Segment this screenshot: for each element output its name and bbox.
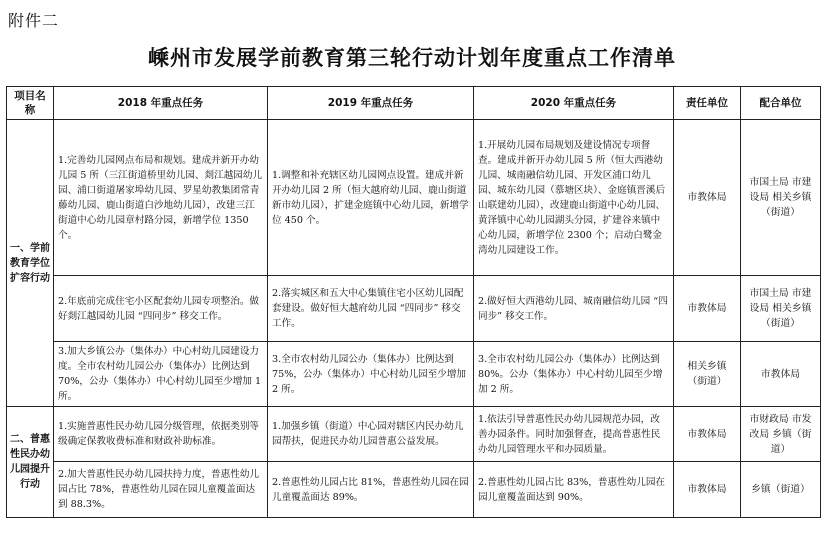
- table-row: [7, 462, 821, 518]
- partner-unit-cell: 乡镇（街道）: [741, 462, 821, 518]
- task-2018-cell: 1.完善幼儿园网点布局和规划。建成并新开办幼儿园 5 所（三江街道桥里幼儿园、剡江越园幼儿园、浦口街道屠家埠幼儿园、罗星幼教集团常青藤幼儿园、鹿山街道白沙地幼儿园），改建三江街道中心幼儿园章村路分园，新增学位 1350 个。: [54, 120, 268, 276]
- task-2020-cell: 2.普惠性幼儿园占比 83%，普惠性幼儿园在园儿童覆盖面达到 90%。: [474, 462, 674, 518]
- task-2020-cell: 3.全市农村幼儿园公办（集体办）比例达到 80%。公办（集体办）中心村幼儿园至少增加 2 所。: [474, 342, 674, 407]
- project-name-cell: 一、学前教育学位扩容行动: [7, 120, 54, 407]
- work-list-table: [6, 86, 821, 518]
- table-row: [7, 120, 821, 276]
- lead-unit-cell: 市教体局: [674, 407, 741, 462]
- header-project: 项目名称: [7, 87, 54, 120]
- lead-unit-cell: 市教体局: [674, 120, 741, 276]
- lead-unit-cell: 市教体局: [674, 276, 741, 342]
- task-2018-cell: 2.年底前完成住宅小区配套幼儿园专项整治。做好剡江越园幼儿园 “四同步” 移交工作。: [54, 276, 268, 342]
- lead-unit-cell: 相关乡镇（街道）: [674, 342, 741, 407]
- task-2019-cell: 3.全市农村幼儿园公办（集体办）比例达到 75%，公办（集体办）中心村幼儿园至少增加 2 所。: [268, 342, 474, 407]
- task-2019-cell: 1.调整和补充辖区幼儿园网点设置。建成并新开办幼儿园 2 所（恒大越府幼儿园、鹿山街道新市幼儿园），扩建金庭镇中心幼儿园，新增学位 450 个。: [268, 120, 474, 276]
- task-2018-cell: 3.加大乡镇公办（集体办）中心村幼儿园建设力度。全市农村幼儿园公办（集体办）比例达到 70%，公办（集体办）中心村幼儿园至少增加 1 所。: [54, 342, 268, 407]
- table-header-row: [7, 87, 821, 120]
- page-title: 嵊州市发展学前教育第三轮行动计划年度重点工作清单: [148, 45, 676, 70]
- lead-unit-cell: 市教体局: [674, 462, 741, 518]
- task-2019-cell: 2.普惠性幼儿园占比 81%，普惠性幼儿园在园儿童覆盖面达 89%。: [268, 462, 474, 518]
- partner-unit-cell: 市国土局 市建设局 相关乡镇（街道）: [741, 276, 821, 342]
- task-2019-cell: 2.落实城区和五大中心集镇住宅小区幼儿园配套建设。做好恒大越府幼儿园 “四同步” 移交工作。: [268, 276, 474, 342]
- table-row: [7, 407, 821, 462]
- header-2019: 2019 年重点任务: [268, 87, 474, 120]
- task-2020-cell: 1.开展幼儿园布局规划及建设情况专项督查。建成并新开办幼儿园 5 所（恒大西港幼儿园、城南融信幼儿园、开发区浦口幼儿园、城东幼儿园（慕塘区块）、金庭镇晋溪后山联建幼儿园），改建鹿山街道中心幼儿园、黄泽镇中心幼儿园湖头分园，扩建谷来镇中心幼儿园，新增学位 2300 个；启动白鹭金湾幼儿园建设工作。: [474, 120, 674, 276]
- attachment-label: 附件二: [8, 11, 60, 30]
- table-row: [7, 342, 821, 407]
- task-2020-cell: 2.做好恒大西港幼儿园、城南融信幼儿园 “四同步” 移交工作。: [474, 276, 674, 342]
- task-2018-cell: 2.加大普惠性民办幼儿园扶持力度，普惠性幼儿园占比 78%，普惠性幼儿园在园儿童覆盖面达到 88.3%。: [54, 462, 268, 518]
- partner-unit-cell: 市财政局 市发改局 乡镇（街道）: [741, 407, 821, 462]
- project-name-cell: 二、普惠性民办幼儿园提升行动: [7, 407, 54, 518]
- header-partner-unit: 配合单位: [741, 87, 821, 120]
- header-lead-unit: 责任单位: [674, 87, 741, 120]
- partner-unit-cell: 市教体局: [741, 342, 821, 407]
- task-2018-cell: 1.实施普惠性民办幼儿园分级管理，依据类别等级确定保教收费标准和财政补助标准。: [54, 407, 268, 462]
- partner-unit-cell: 市国土局 市建设局 相关乡镇（街道）: [741, 120, 821, 276]
- task-2020-cell: 1.依法引导普惠性民办幼儿园规范办园，改善办园条件。同时加强督查，提高普惠性民办幼儿园管理水平和办园质量。: [474, 407, 674, 462]
- task-2019-cell: 1.加强乡镇（街道）中心园对辖区内民办幼儿园帮扶，促进民办幼儿园普惠公益发展。: [268, 407, 474, 462]
- header-2018: 2018 年重点任务: [54, 87, 268, 120]
- header-2020: 2020 年重点任务: [474, 87, 674, 120]
- table-row: [7, 276, 821, 342]
